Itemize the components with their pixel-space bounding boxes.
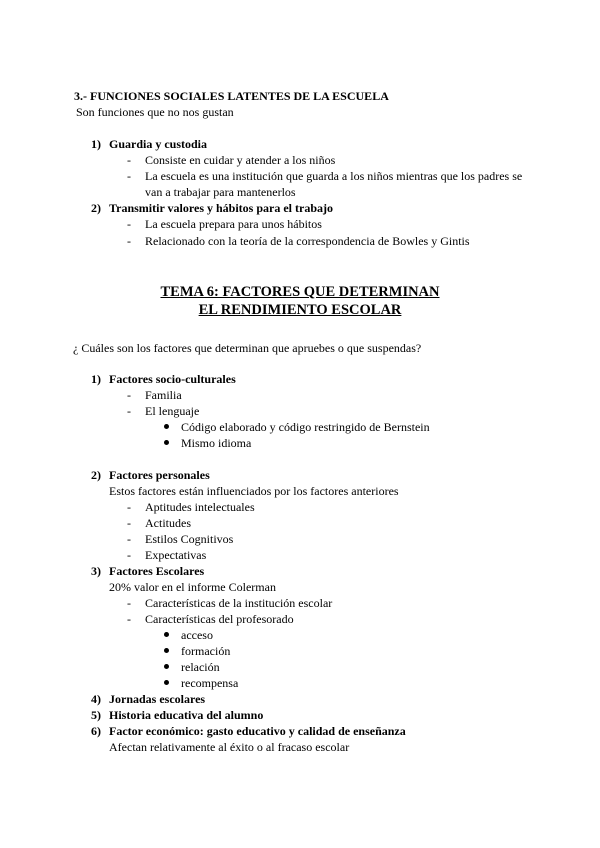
- factor-title: Factor económico: gasto educativo y calidad de enseñanza: [109, 724, 406, 738]
- sub-item: Estilos Cognitivos: [145, 532, 234, 546]
- factor-title: Factores personales: [109, 468, 210, 482]
- sub-item: Expectativas: [145, 548, 207, 562]
- bullet-icon: [164, 440, 169, 445]
- sub-item: Actitudes: [145, 516, 191, 530]
- sub-item: Familia: [145, 388, 182, 402]
- factor-intro: 20% valor en el informe Colerman: [109, 580, 276, 594]
- factor-title: Jornadas escolares: [109, 692, 206, 706]
- bullet-item: formación: [181, 644, 231, 658]
- factor-intro: Estos factores están influenciados por los factores anteriores: [109, 484, 399, 498]
- factor-number: 6): [91, 724, 101, 738]
- bullet-icon: [164, 424, 169, 429]
- dash-marker: -: [127, 404, 131, 418]
- bullet-item: acceso: [181, 628, 213, 642]
- item-number: 1): [91, 137, 101, 151]
- dash-marker: -: [127, 388, 131, 402]
- bullet-icon: [164, 632, 169, 637]
- factor-title: Factores Escolares: [109, 564, 205, 578]
- sub-item: La escuela prepara para unos hábitos: [145, 217, 322, 231]
- factor-intro: Afectan relativamente al éxito o al fracaso escolar: [109, 740, 350, 754]
- tema-title-line1: TEMA 6: FACTORES QUE DETERMINAN: [160, 284, 440, 300]
- dash-marker: -: [127, 548, 131, 562]
- sub-item: El lenguaje: [145, 404, 200, 418]
- bullet-item: relación: [181, 660, 220, 674]
- dash-marker: -: [127, 596, 131, 610]
- factor-number: 5): [91, 708, 101, 722]
- question-text: ¿ Cuáles son los factores que determinan que apruebes o que suspendas?: [73, 341, 422, 355]
- factor-number: 4): [91, 692, 101, 706]
- dash-marker: -: [127, 500, 131, 514]
- bullet-item: recompensa: [181, 676, 239, 690]
- dash-marker: -: [127, 516, 131, 530]
- sub-item: Aptitudes intelectuales: [145, 500, 255, 514]
- item-title: Transmitir valores y hábitos para el trabajo: [109, 201, 333, 215]
- sub-item: Consiste en cuidar y atender a los niños: [145, 153, 336, 167]
- bullet-icon: [164, 680, 169, 685]
- sub-item-continued: van a trabajar para mantenerlos: [145, 185, 296, 199]
- item-title: Guardia y custodia: [109, 137, 208, 151]
- bullet-item: Código elaborado y código restringido de Bernstein: [181, 420, 430, 434]
- bullet-item: Mismo idioma: [181, 436, 252, 450]
- dash-marker: -: [127, 153, 131, 167]
- dash-marker: -: [127, 234, 131, 248]
- factor-title: Factores socio-culturales: [109, 372, 236, 386]
- bullet-icon: [164, 664, 169, 669]
- sub-item: La escuela es una institución que guarda a los niños mientras que los padres se: [145, 169, 523, 183]
- dash-marker: -: [127, 612, 131, 626]
- dash-marker: -: [127, 169, 131, 183]
- factor-title: Historia educativa del alumno: [109, 708, 264, 722]
- sub-item: Características del profesorado: [145, 612, 294, 626]
- factor-number: 1): [91, 372, 101, 386]
- factor-number: 2): [91, 468, 101, 482]
- item-number: 2): [91, 201, 101, 215]
- section-intro: Son funciones que no nos gustan: [76, 105, 234, 119]
- dash-marker: -: [127, 532, 131, 546]
- sub-item: Relacionado con la teoría de la correspondencia de Bowles y Gintis: [145, 234, 470, 248]
- section-heading: 3.- FUNCIONES SOCIALES LATENTES DE LA ESCUELA: [74, 89, 389, 103]
- dash-marker: -: [127, 217, 131, 231]
- bullet-icon: [164, 648, 169, 653]
- factor-number: 3): [91, 564, 101, 578]
- sub-item: Características de la institución escolar: [145, 596, 333, 610]
- tema-title-line2: EL RENDIMIENTO ESCOLAR: [198, 302, 402, 318]
